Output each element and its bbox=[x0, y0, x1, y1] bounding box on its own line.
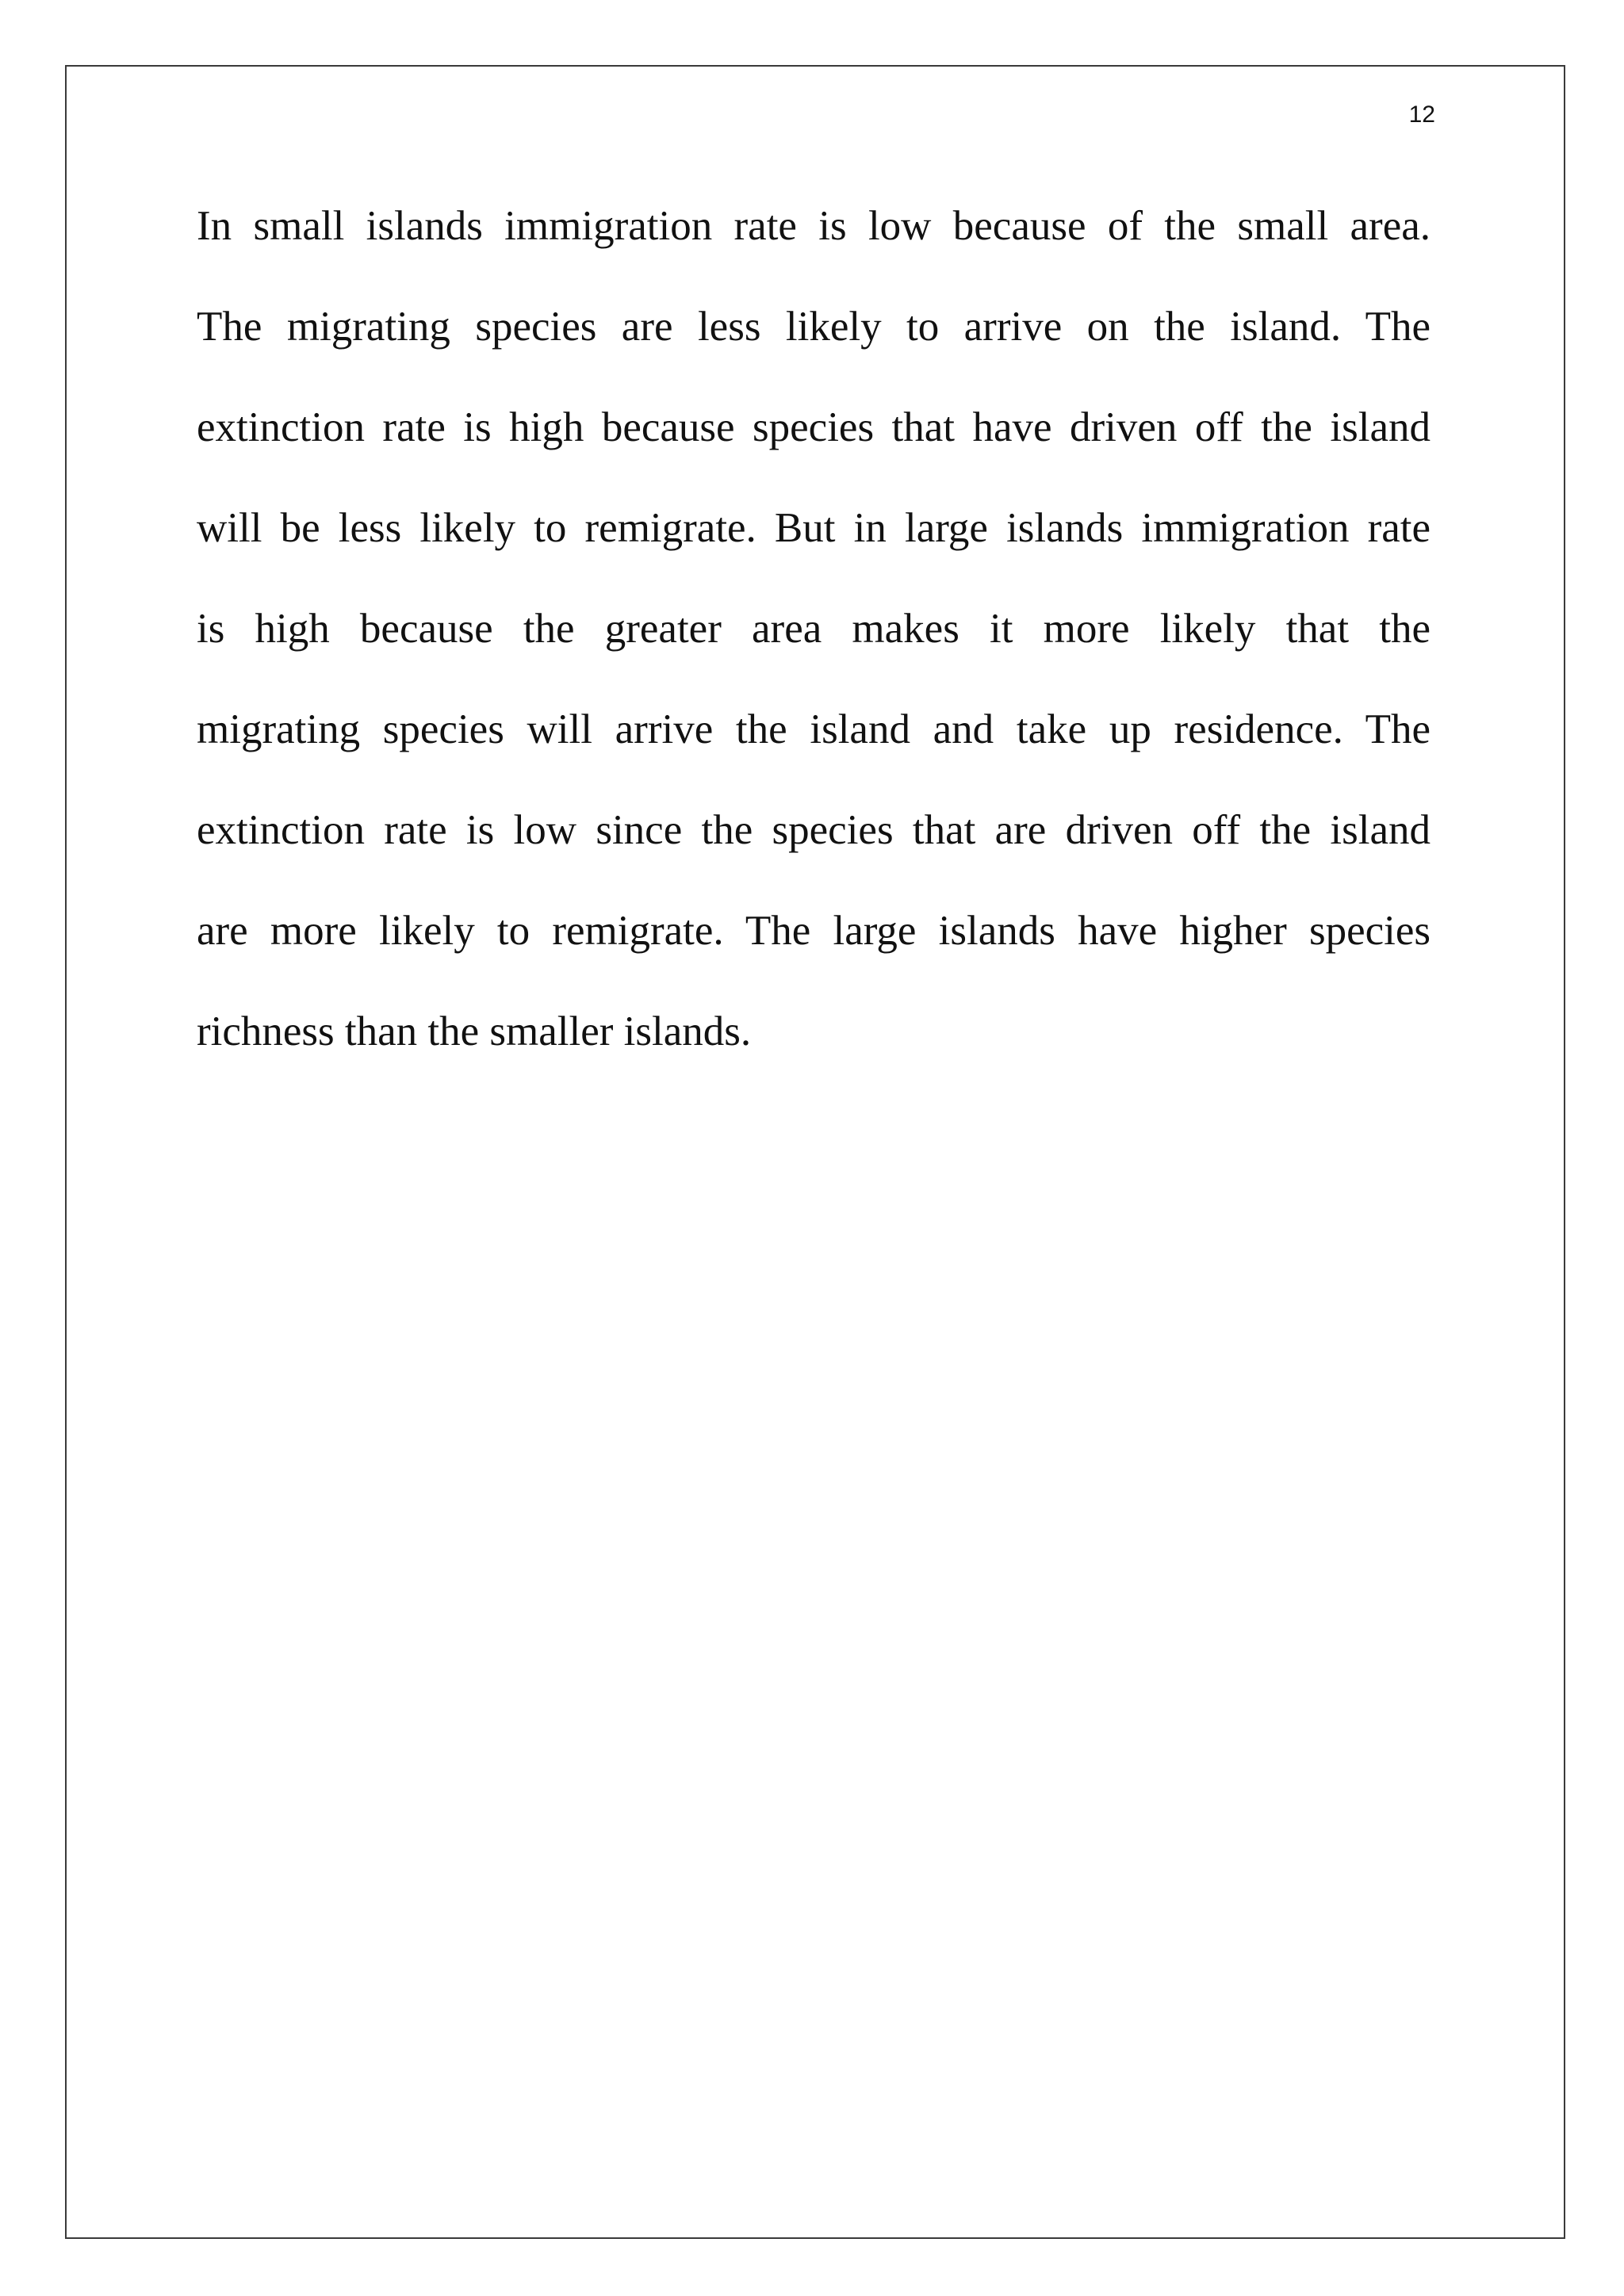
paragraph-line: migrating species will arrive the island and take up residence. The bbox=[197, 706, 1431, 752]
paragraph-line: extinction rate is high because species that have driven off the island bbox=[197, 404, 1431, 450]
paragraph-line: will be less likely to remigrate. But in large islands immigration rate bbox=[197, 505, 1431, 551]
page-number: 12 bbox=[1408, 101, 1435, 128]
paragraph-line: The migrating species are less likely to arrive on the island. The bbox=[197, 304, 1431, 350]
paragraph-line: are more likely to remigrate. The large islands have higher species bbox=[197, 908, 1431, 954]
body-paragraph bbox=[197, 176, 1431, 1082]
paragraph-line: extinction rate is low since the species that are driven off the island bbox=[197, 807, 1431, 853]
paragraph-line: richness than the smaller islands. bbox=[197, 1008, 752, 1054]
paragraph-line: is high because the greater area makes it more likely that the bbox=[197, 606, 1431, 652]
paragraph-line: In small islands immigration rate is low because of the small area. bbox=[197, 203, 1431, 249]
